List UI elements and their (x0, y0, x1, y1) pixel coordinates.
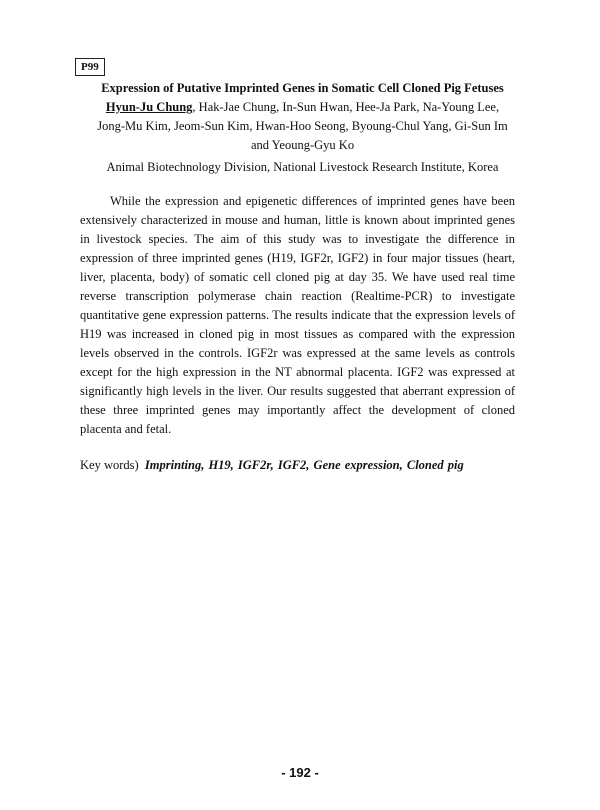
author-line-2: Jong-Mu Kim, Jeom-Sun Kim, Hwan-Hoo Seong, Byoung-Chul Yang, Gi-Sun Im (97, 119, 508, 133)
page-number: - 192 - (281, 765, 319, 780)
keywords-terms: Imprinting, H19, IGF2r, IGF2, Gene expression, Cloned pig (144, 458, 464, 472)
abstract-header (80, 79, 525, 177)
presenting-author: Hyun-Ju Chung (105, 100, 193, 114)
affiliation: Animal Biotechnology Division, National Livestock Research Institute, Korea (106, 160, 499, 174)
author-line-1: , Hak-Jae Chung, In-Sun Hwan, Hee-Ja Park, Na-Young Lee, (192, 100, 500, 114)
author-list (80, 98, 525, 155)
abstract-body: While the expression and epigenetic differences of imprinted genes have been extensively characterized in mouse and human, little is known about imprinted genes in livestock species. The aim of this study was to investigate the difference in expression of three imprinted genes (H19, IGF2r, IGF2) in four major tissues (heart, liver, placenta, body) of somatic cell cloned pig at day 35. We have used real time reverse transcription polymerase chain reaction (Realtime-PCR) to investigate quantitative gene expression patterns. The results indicate that the expression levels of H19 was increased in cloned pig in most tissues as compared with the expression levels observed in the controls. IGF2r was expressed at the same levels as controls except for the high expression in the NT abnormal placenta. IGF2 was expressed at significantly high levels in the liver. Our results suggested that aberrant expression of these three imprinted genes may importantly affect the development of cloned placenta and fetal. (80, 194, 515, 436)
keywords (80, 456, 520, 475)
poster-number-badge: P99 (75, 58, 105, 76)
author-line-3: and Yeoung-Gyu Ko (250, 138, 355, 152)
keywords-label: Key words) (80, 458, 139, 472)
paper-title: Expression of Putative Imprinted Genes in Somatic Cell Cloned Pig Fetuses (101, 81, 504, 95)
